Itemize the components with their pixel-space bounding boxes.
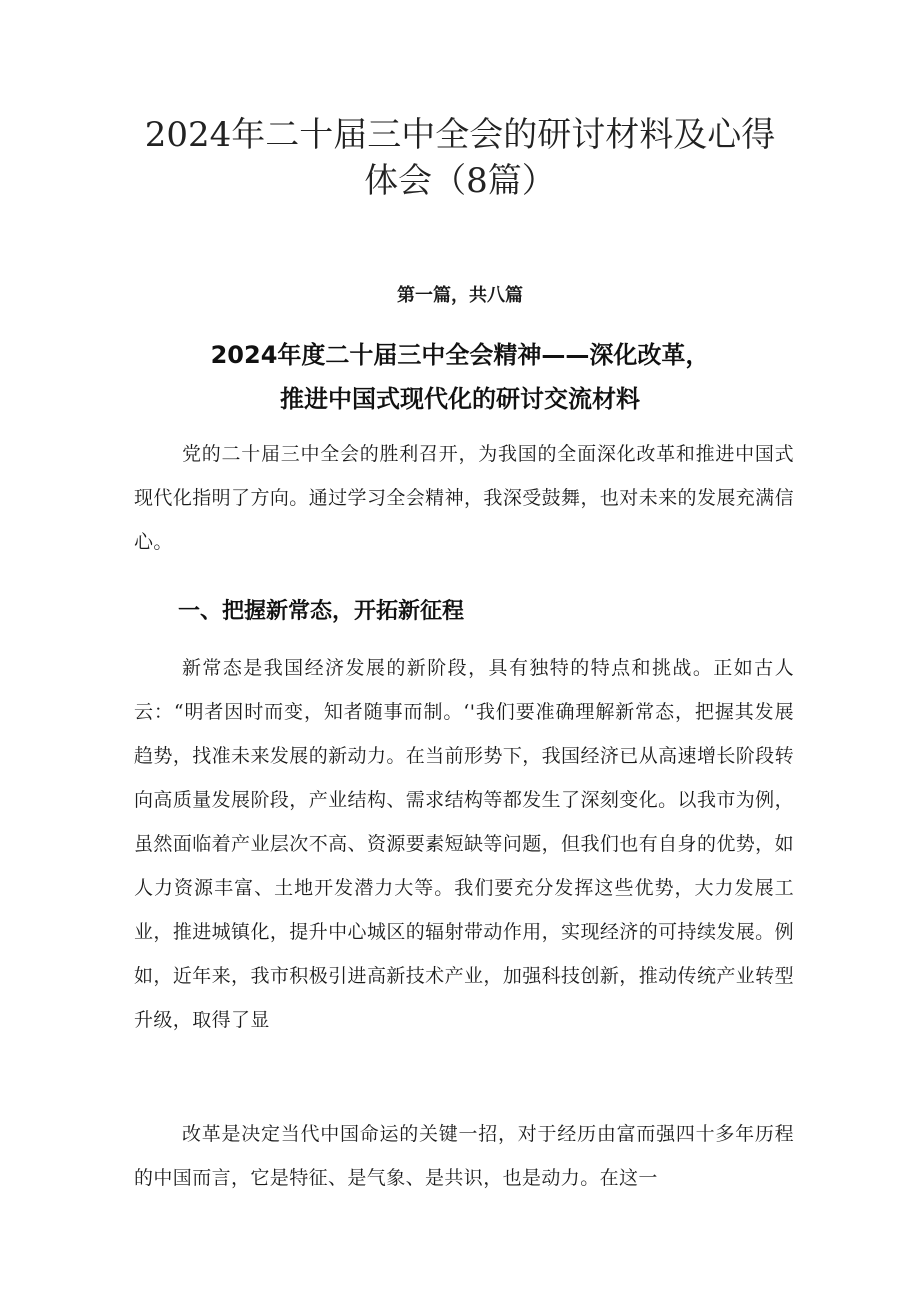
body-paragraph: 新常态是我国经济发展的新阶段，具有独特的特点和挑战。正如古人云：“明者因时而变，知者随事而制。‘'我们要准确理解新常态，把握其发展趋势，找准未来发展的新动力。在当前形势下，我国经济已从高速增长阶段转向高质量发展阶段，产业结构、需求结构等都发生了深刻变化。以我市为例，虽然面临着产业层次不高、资源要素短缺等问题，但我们也有自身的优势，如人力资源丰富、土地开发潜力大等。我们要充分发挥这些优势，大力发展工业，推进城镇化，提升中心城区的辐射带动作用，实现经济的可持续发展。例如，近年来，我市积极引进高新技术产业，加强科技创新，推动传统产业转型升级，取得了显 [134,657,794,1031]
article-title-line1: 2024年度二十届三中全会精神——深化改革， [210,341,710,369]
document-title-line1: 2024年二十届三中全会的研讨材料及心得 [144,115,776,155]
article-title-line2: 推进中国式现代化的研讨交流材料 [280,385,640,413]
part-label: 第一篇，共八篇 [397,285,523,306]
section-heading: 一、把握新常态，开拓新征程 [178,599,465,624]
intro-paragraph: 党的二十届三中全会的胜利召开，为我国的全面深化改革和推进中国式现代化指明了方向。通过学习全会精神，我深受鼓舞，也对未来的发展充满信心。 [134,443,794,553]
document-title-line2: 体会（8篇） [364,161,556,201]
body-paragraph: 改革是决定当代中国命运的关键一招，对于经历由富而强四十多年历程的中国而言，它是特征、是气象、是共识，也是动力。在这一 [134,1123,794,1189]
